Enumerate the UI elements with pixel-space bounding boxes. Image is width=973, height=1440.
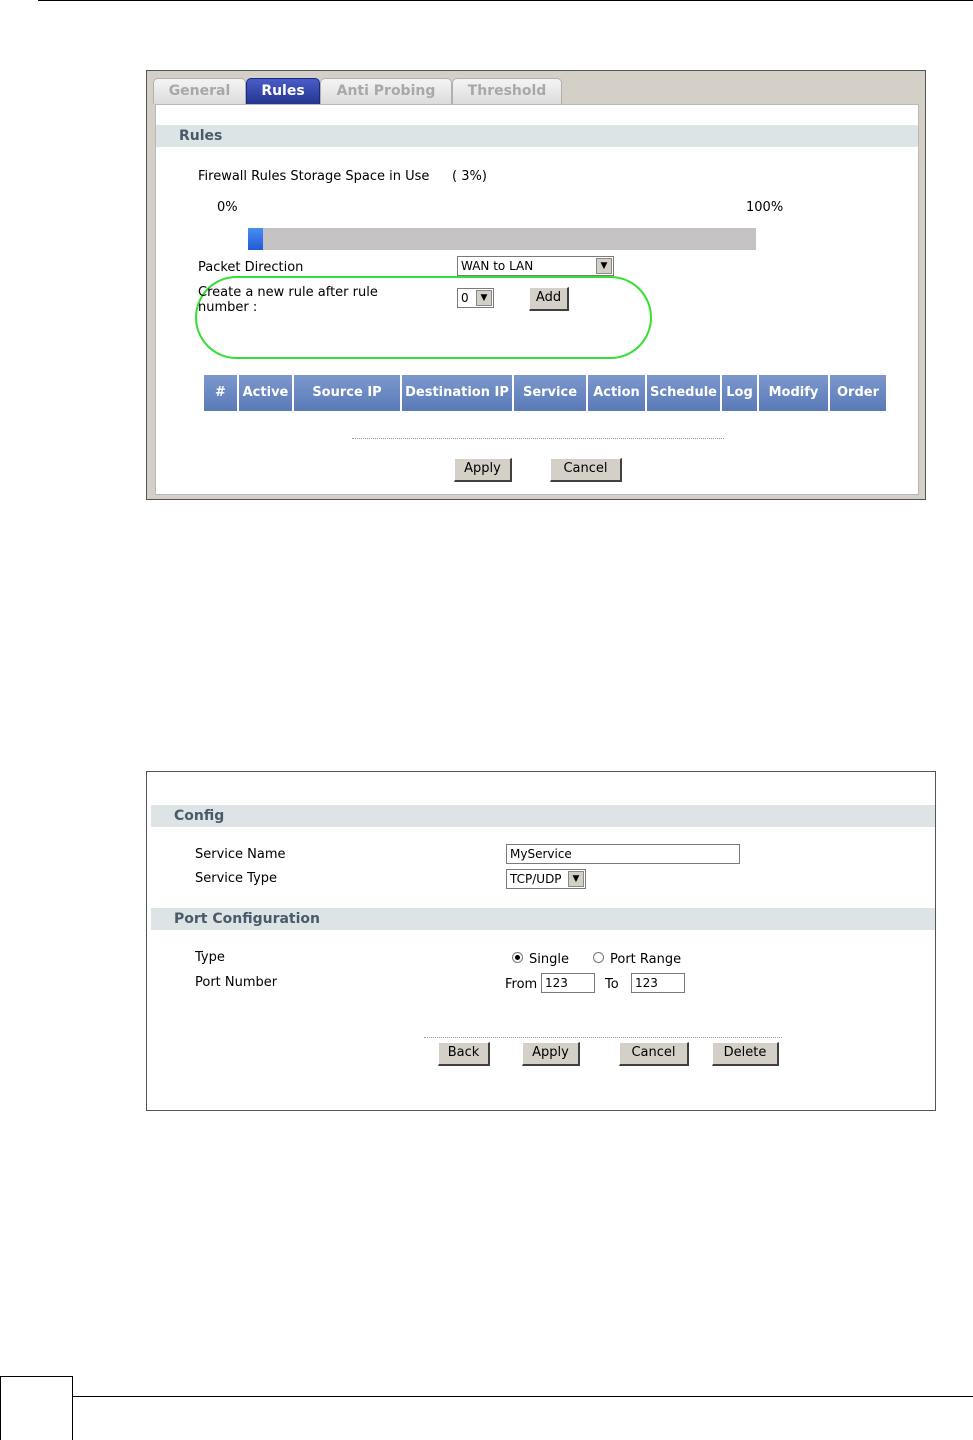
column-header-log: Log <box>722 375 759 411</box>
divider <box>424 1037 782 1038</box>
delete-button[interactable]: Delete <box>712 1042 779 1066</box>
service-type-value: TCP/UDP <box>510 872 562 886</box>
tab-threshold[interactable]: Threshold <box>452 78 562 104</box>
storage-percent: ( 3%) <box>452 169 487 184</box>
firewall-rules-panel <box>146 70 926 500</box>
footer-rule <box>0 1396 973 1397</box>
column-header-schedule: Schedule <box>647 375 722 411</box>
back-button[interactable]: Back <box>438 1042 490 1066</box>
from-label: From <box>505 977 538 992</box>
chevron-down-icon: ▼ <box>568 871 584 887</box>
tab-anti-probing[interactable]: Anti Probing <box>320 78 452 104</box>
column-header-service: Service <box>514 375 588 411</box>
add-rule-button[interactable]: Add <box>529 287 569 311</box>
storage-label: Firewall Rules Storage Space in Use <box>198 169 430 184</box>
divider <box>352 438 724 439</box>
packet-direction-value: WAN to LAN <box>461 259 534 273</box>
service-config-panel <box>146 771 936 1111</box>
column-header-number: # <box>204 375 239 411</box>
create-rule-label-line2: number : <box>198 300 258 315</box>
service-type-select[interactable] <box>506 869 586 889</box>
service-name-label: Service Name <box>195 847 286 862</box>
rules-table-header <box>204 375 886 411</box>
chevron-down-icon: ▼ <box>476 290 492 306</box>
page-number-box <box>0 1376 73 1440</box>
cancel-button[interactable]: Cancel <box>619 1042 689 1066</box>
create-rule-label <box>198 285 378 315</box>
service-type-label: Service Type <box>195 871 278 886</box>
progress-max-label: 100% <box>746 200 784 215</box>
type-label: Type <box>195 950 225 965</box>
chevron-down-icon: ▼ <box>596 258 612 274</box>
single-label: Single <box>529 952 569 967</box>
column-header-modify: Modify <box>759 375 830 411</box>
create-rule-label-line1: Create a new rule after rule <box>198 285 378 300</box>
service-name-input[interactable]: MyService <box>506 844 740 864</box>
packet-direction-label: Packet Direction <box>198 260 304 275</box>
radio-port-range[interactable] <box>593 952 604 963</box>
packet-direction-select[interactable] <box>457 256 614 276</box>
tab-general[interactable]: General <box>153 78 246 104</box>
rules-content <box>155 104 919 495</box>
cancel-button[interactable]: Cancel <box>550 458 622 482</box>
apply-button[interactable]: Apply <box>522 1042 580 1066</box>
progress-min-label: 0% <box>217 200 238 215</box>
column-header-action: Action <box>588 375 647 411</box>
port-range-label: Port Range <box>610 952 682 967</box>
apply-button[interactable]: Apply <box>454 458 512 482</box>
rule-number-select[interactable] <box>457 288 494 308</box>
to-label: To <box>605 977 619 992</box>
section-title-port-configuration: Port Configuration <box>151 908 935 930</box>
section-title-config: Config <box>151 805 935 827</box>
port-number-label: Port Number <box>195 975 278 990</box>
radio-single[interactable] <box>512 952 523 963</box>
page-top-rule <box>38 0 973 1</box>
tab-rules[interactable]: Rules <box>246 78 320 105</box>
section-title-rules: Rules <box>156 125 918 147</box>
column-header-order: Order <box>830 375 886 411</box>
rule-number-value: 0 <box>461 291 469 305</box>
column-header-destination-ip: Destination IP <box>402 375 514 411</box>
port-from-input[interactable]: 123 <box>541 973 595 993</box>
storage-progress-bar <box>248 228 756 250</box>
port-to-input[interactable]: 123 <box>631 973 685 993</box>
column-header-active: Active <box>239 375 294 411</box>
column-header-source-ip: Source IP <box>294 375 402 411</box>
storage-progress-fill <box>248 228 263 250</box>
